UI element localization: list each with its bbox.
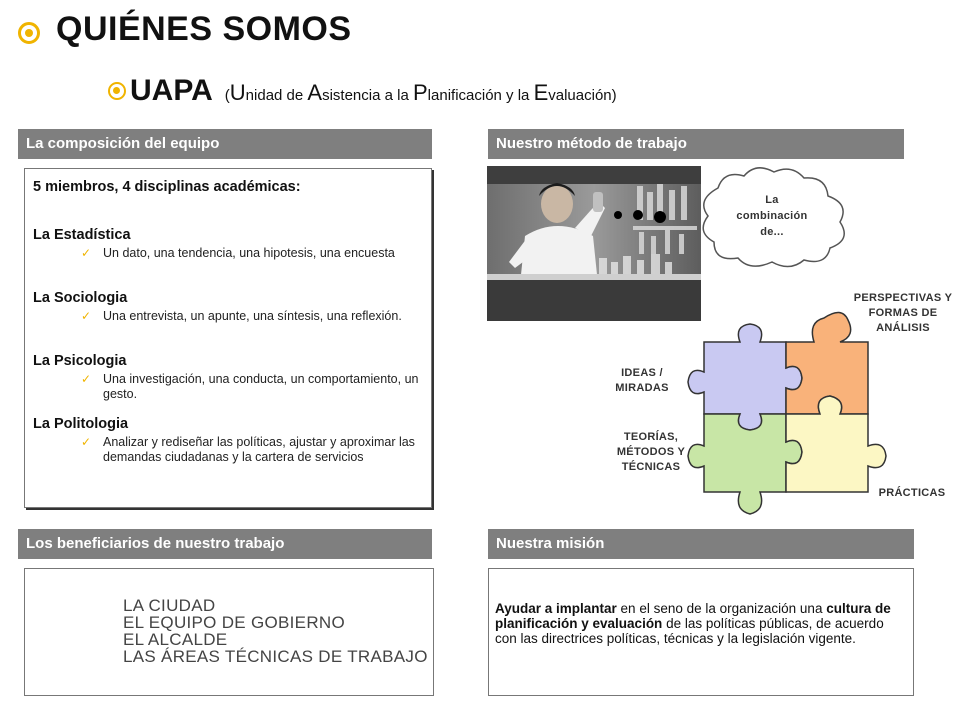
check-icon: ✓ xyxy=(81,372,92,386)
discipline-statistics xyxy=(33,227,423,261)
method-section-header: Nuestro método de trabajo xyxy=(488,129,904,159)
beneficiary-item: LAS ÁREAS TÉCNICAS DE TRABAJO xyxy=(123,647,428,666)
mission-section-header: Nuestra misión xyxy=(488,529,914,559)
team-section-header: La composición del equipo xyxy=(18,129,432,159)
discipline-sociology xyxy=(33,290,423,324)
label-ideas: IDEAS / MIRADAS xyxy=(615,367,669,394)
team-composition-box xyxy=(24,168,432,508)
beneficiary-item: LA CIUDAD xyxy=(123,596,216,615)
label-practices: PRÁCTICAS xyxy=(878,487,946,499)
check-icon: ✓ xyxy=(81,309,92,323)
check-icon: ✓ xyxy=(81,246,92,260)
mission-box xyxy=(488,568,914,696)
page-title: QUIÉNES SOMOS xyxy=(56,10,352,48)
beneficiaries-section-header: Los beneficiarios de nuestro trabajo xyxy=(18,529,432,559)
subtitle-bullet-icon xyxy=(108,82,126,100)
check-icon: ✓ xyxy=(81,435,92,449)
cloud-text: La combinación de... xyxy=(736,194,808,238)
thought-dot xyxy=(614,211,622,219)
discipline-name: La Politologia xyxy=(33,416,129,432)
discipline-desc: Una investigación, una conducta, un comportamiento, un gesto. xyxy=(103,372,419,401)
beneficiaries-list xyxy=(123,597,428,665)
team-lead-text: 5 miembros, 4 disciplinas académicas: xyxy=(33,179,301,195)
thought-dot xyxy=(654,211,666,223)
discipline-name: La Estadística xyxy=(33,227,131,243)
discipline-political-science xyxy=(33,416,423,465)
title-bullet-icon xyxy=(18,22,40,44)
org-acronym: UAPA xyxy=(130,74,213,107)
beneficiary-item: EL EQUIPO DE GOBIERNO xyxy=(123,613,345,632)
discipline-desc: Analizar y rediseñar las políticas, ajustar y aproximar las demandas ciudadanas y la cartera de servicios xyxy=(103,435,415,464)
org-full-name: (Unidad de Asistencia a la Planificación y la Evaluación) xyxy=(224,80,617,105)
discipline-desc: Un dato, una tendencia, una hipotesis, una encuesta xyxy=(103,246,395,260)
beneficiary-item: EL ALCALDE xyxy=(123,630,228,649)
thought-dot xyxy=(633,210,643,220)
mission-text: Ayudar a implantar en el seno de la organización una cultura de planificación y evaluación de las políticas públicas, de acuerdo con las directrices políticas, técnicas y la legislación vigente. xyxy=(495,601,891,646)
beneficiaries-box xyxy=(24,568,434,696)
org-subtitle xyxy=(130,74,617,108)
discipline-psychology xyxy=(33,353,423,402)
discipline-desc: Una entrevista, un apunte, una síntesis, una reflexión. xyxy=(103,309,402,323)
puzzle-piece-theories xyxy=(688,414,802,514)
discipline-name: La Sociologia xyxy=(33,290,128,306)
label-theories: TEORÍAS, MÉTODOS Y TÉCNICAS xyxy=(616,431,686,473)
label-perspectives: PERSPECTIVAS Y FORMAS DE ANÁLISIS xyxy=(853,292,953,334)
discipline-name: La Psicologia xyxy=(33,353,127,369)
